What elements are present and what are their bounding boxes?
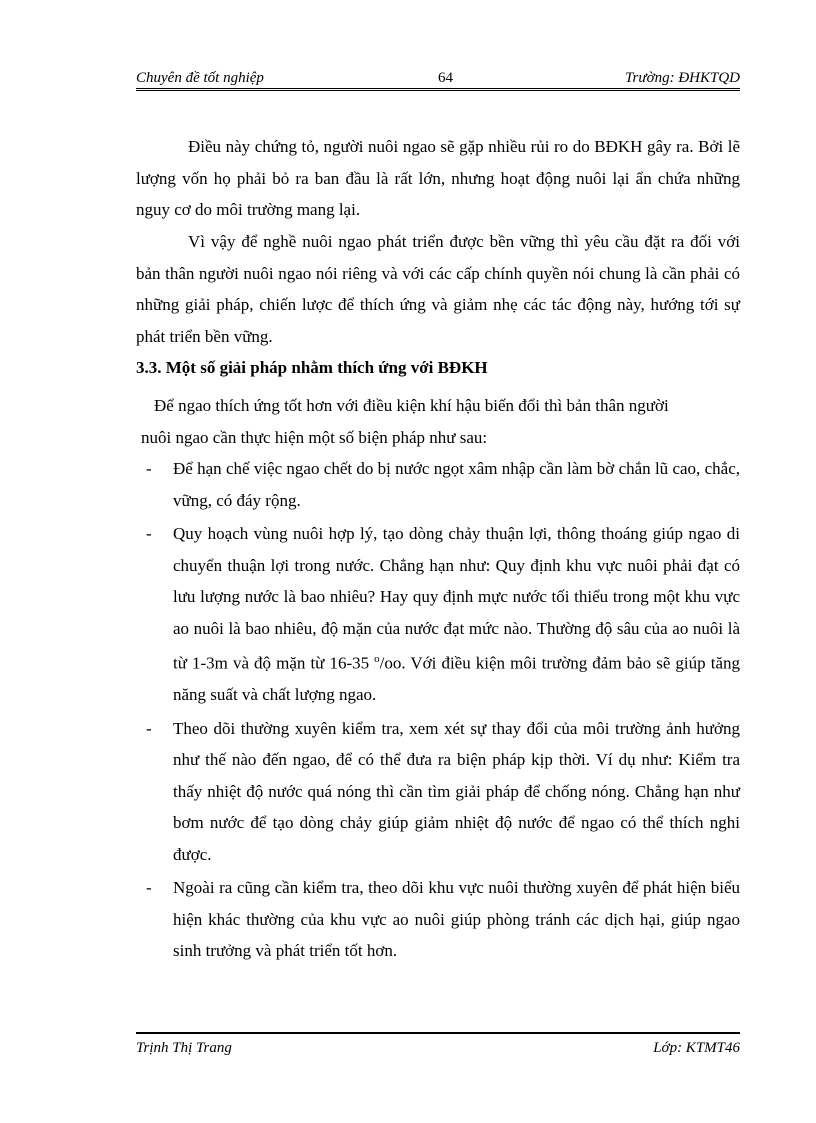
header-school: Trường: ĐHKTQD — [625, 70, 740, 86]
paragraph-1: Điều này chứng tỏ, người nuôi ngao sẽ gặp nhiều rủi ro do BĐKH gây ra. Bởi lẽ lượng vốn họ phải bỏ ra ban đầu là rất lớn, nhưng hoạt động nuôi lại ẩn chứa những nguy cơ do môi trường mang lại. — [136, 137, 740, 219]
footer-rule — [136, 1032, 740, 1034]
footer-author: Trịnh Thị Trang — [136, 1040, 232, 1056]
paragraph-2: Vì vậy để nghề nuôi ngao phát triển được bền vững thì yêu cầu đặt ra đối với bản thân người nuôi ngao nói riêng và với các cấp chính quyền nói chung là cần phải có những giải pháp, chiến lược để thích ứng và giảm nhẹ các tác động này, hướng tới sự phát triển bền vững. — [136, 232, 740, 346]
bullet-marker: - — [146, 718, 152, 738]
bullet-marker: - — [146, 878, 152, 898]
list-item-text-cont: /oo. Với điều kiện môi trường đảm bảo sẽ giúp tăng năng suất và chất lượng ngao. — [173, 653, 740, 705]
salinity-superscript: o — [374, 653, 380, 665]
intro-line-2: nuôi ngao cần thực hiện một số biện pháp như sau: — [141, 427, 488, 447]
header-document-type: Chuyên đề tốt nghiệp — [136, 70, 264, 86]
bullet-marker: - — [146, 524, 152, 543]
list-item-text: Để hạn chế việc ngao chết do bị nước ngọt xâm nhập cần làm bờ chắn lũ cao, chắc, vững, có đáy rộng. — [173, 459, 740, 510]
list-item — [136, 713, 740, 871]
section-heading: 3.3. Một số giải pháp nhằm thích ứng với BĐKH — [136, 358, 488, 377]
list-item-text: Theo dõi thường xuyên kiểm tra, xem xét sự thay đổi của môi trường ảnh hưởng như thế nào đến ngao, để có thể đưa ra biện pháp kịp thời. Ví dụ như: Kiểm tra thấy nhiệt độ nước quá nóng thì cần tìm giải pháp để chống nóng. Chẳng hạn như bơm nước để tạo dòng chảy giúp giảm nhiệt độ nước để ngao có thể thích nghi được. — [173, 718, 740, 864]
list-item — [136, 518, 740, 711]
footer-class: Lớp: KTMT46 — [653, 1040, 740, 1056]
page-header — [136, 70, 740, 90]
bullet-marker: - — [146, 459, 152, 478]
page-number: 64 — [438, 70, 453, 86]
header-rule — [136, 88, 740, 91]
intro-paragraph — [136, 390, 740, 453]
list-item-text: Quy hoạch vùng nuôi hợp lý, tạo dòng chảy thuận lợi, thông thoáng giúp ngao di chuyển thuận lợi trong nước. Chẳng hạn như: Quy định khu vực nuôi phải đạt có lưu lượng nước là bao nhiêu? Hay quy định mực nước tối thiểu trong một khu vực ao nuôi là bao nhiêu, độ mặn của nước đạt mức nào. Thường độ sâu của ao nuôi là từ 1-3m và độ mặn từ 16-35 — [173, 524, 740, 673]
measures-list — [136, 453, 740, 969]
list-item — [136, 872, 740, 967]
intro-line-1: Để ngao thích ứng tốt hơn với điều kiện khí hậu biến đổi thì bản thân người — [154, 396, 669, 415]
list-item — [136, 453, 740, 516]
list-item-text: Ngoài ra cũng cần kiểm tra, theo dõi khu vực nuôi thường xuyên để phát hiện biểu hiện khác thường của khu vực ao nuôi giúp phòng tránh các dịch hại, giúp ngao sinh trưởng và phát triển tốt hơn. — [173, 878, 740, 961]
